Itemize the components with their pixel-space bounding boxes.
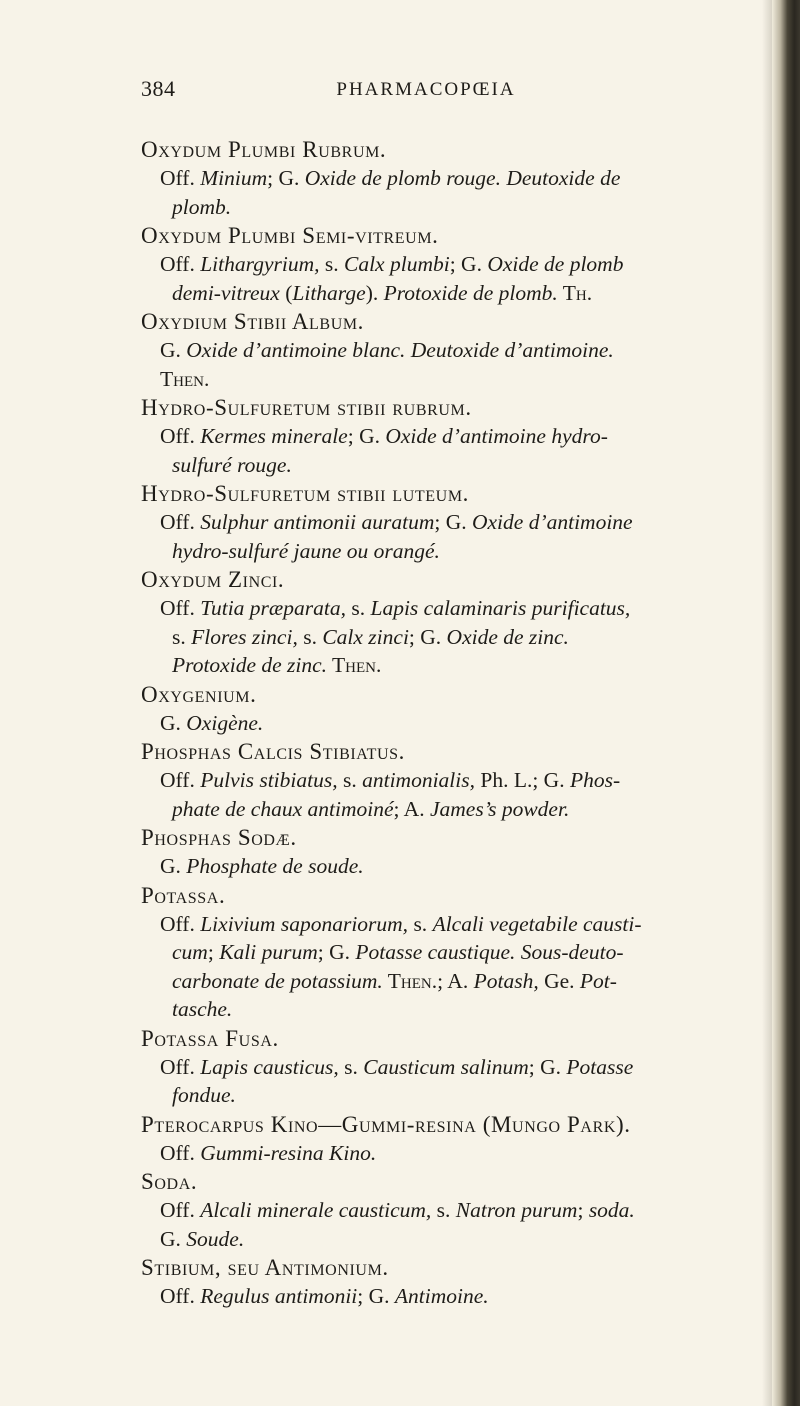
entry-body bbox=[141, 852, 761, 881]
label-text: Then. bbox=[382, 968, 438, 993]
label-text: Ph. L.; G. bbox=[474, 768, 570, 792]
label-text: s. bbox=[345, 596, 371, 620]
synonym-text: carbonate de potassium. bbox=[172, 968, 383, 993]
label-text: ). bbox=[365, 280, 384, 305]
label-text: ; G. bbox=[528, 1054, 567, 1079]
entry bbox=[141, 1110, 761, 1168]
label-text: ; G. bbox=[347, 424, 386, 448]
entry bbox=[141, 1024, 761, 1110]
entry-line bbox=[160, 365, 757, 394]
entry-headword: Hydro-Sulfuretum stibii rubrum. bbox=[141, 395, 472, 420]
entry-headword: Oxygenium. bbox=[141, 681, 257, 707]
entry-line bbox=[160, 451, 757, 480]
label-text: Off. bbox=[160, 1054, 201, 1079]
entry-body bbox=[141, 164, 761, 221]
synonym-text: Kermes minerale bbox=[200, 424, 348, 448]
synonym-text: Lapis calaminaris purificatus, bbox=[370, 596, 631, 620]
synonym-text: Calx plumbi bbox=[343, 252, 450, 276]
entry-line bbox=[160, 709, 757, 738]
label-text: ; A. bbox=[393, 796, 430, 821]
synonym-text: Sulphur antimonii auratum bbox=[200, 510, 435, 534]
synonym-text: Regulus antimonii bbox=[200, 1284, 358, 1308]
label-text: ; bbox=[577, 1198, 589, 1222]
label-text: Off. bbox=[160, 1198, 201, 1222]
synonym-text: Pulvis stibiatus, bbox=[200, 768, 338, 792]
entry bbox=[141, 135, 761, 221]
label-text: Ge. bbox=[538, 968, 580, 993]
entry-line bbox=[160, 766, 757, 795]
entry bbox=[141, 221, 761, 307]
running-head: PHARMACOPŒIA bbox=[336, 79, 516, 100]
label-text: s. bbox=[319, 252, 344, 276]
entry-headword: Oxydum Plumbi Rubrum. bbox=[141, 137, 387, 162]
synonym-text: fondue. bbox=[172, 1083, 236, 1107]
synonym-text: Oxide d’antimoine blanc. Deutoxide d’antimoine. bbox=[186, 338, 614, 362]
entry bbox=[141, 393, 761, 479]
entry bbox=[141, 1253, 761, 1311]
synonym-text: antimonialis, bbox=[362, 768, 475, 792]
label-text: s. bbox=[431, 1198, 456, 1222]
synonym-text: Lapis causticus, bbox=[200, 1054, 339, 1079]
entry bbox=[141, 1167, 761, 1253]
entry-line bbox=[160, 336, 757, 365]
synonym-text: Minium bbox=[200, 166, 268, 190]
entry-line bbox=[160, 1196, 757, 1225]
synonym-text: Calx zinci bbox=[322, 624, 409, 649]
label-text: Then. bbox=[160, 366, 210, 391]
entry-line bbox=[160, 1053, 757, 1082]
entry bbox=[141, 823, 761, 881]
label-text: Off. bbox=[160, 424, 201, 448]
entry-line bbox=[160, 651, 757, 680]
synonym-text: Gummi-resina Kino. bbox=[200, 1140, 377, 1165]
synonym-text: Potasse bbox=[566, 1054, 634, 1079]
entry-body bbox=[141, 508, 761, 565]
entry-body bbox=[141, 594, 761, 680]
label-text: ; G. bbox=[357, 1284, 395, 1308]
label-text: G. bbox=[160, 854, 187, 878]
synonym-text: demi-vitreux bbox=[172, 280, 280, 305]
entry-headword: Hydro-Sulfuretum stibii luteum. bbox=[141, 481, 470, 506]
label-text: G. bbox=[160, 710, 187, 735]
entry-body bbox=[141, 1139, 761, 1168]
synonym-text: Pot- bbox=[579, 968, 617, 993]
synonym-text: Oxide d’antimoine hydro- bbox=[385, 424, 608, 448]
label-text: G. bbox=[160, 1226, 187, 1251]
entry-line bbox=[160, 594, 757, 623]
label-text: ( bbox=[279, 280, 293, 305]
entry-line bbox=[160, 1225, 757, 1254]
entry-line bbox=[160, 795, 757, 824]
entry-line bbox=[160, 193, 757, 222]
label-text: Off. bbox=[160, 1284, 201, 1308]
label-text: s. bbox=[338, 1054, 364, 1079]
entry-headword: Phosphas Calcis Stibiatus. bbox=[141, 739, 406, 764]
entry-body bbox=[141, 910, 761, 1024]
label-text: ; G. bbox=[317, 940, 356, 964]
entry-line bbox=[160, 1139, 757, 1168]
synonym-text: Causticum salinum bbox=[363, 1054, 529, 1079]
entry-line bbox=[160, 852, 757, 881]
synonym-text: Alcali vegetabile causti- bbox=[432, 911, 642, 936]
entry-body bbox=[141, 709, 761, 738]
label-text: ; G. bbox=[449, 252, 488, 276]
entry-line bbox=[160, 422, 757, 451]
synonym-text: phate de chaux antimoiné bbox=[172, 796, 394, 821]
entry bbox=[141, 881, 761, 1024]
synonym-text: Lithargyrium, bbox=[200, 252, 320, 276]
label-text: ; bbox=[207, 940, 220, 964]
synonym-text: Phos- bbox=[569, 768, 621, 792]
label-text: s. bbox=[337, 768, 363, 792]
synonym-text: Kali purum bbox=[219, 940, 318, 964]
synonym-text: sulfuré rouge. bbox=[172, 452, 292, 477]
synonym-text: Oxigène. bbox=[186, 710, 264, 735]
entry-line bbox=[160, 1081, 757, 1110]
entry-headword: Oxydium Stibii Album. bbox=[141, 309, 365, 334]
synonym-text: Flores zinci, bbox=[191, 624, 298, 649]
label-text: G. bbox=[160, 338, 187, 362]
entry bbox=[141, 479, 761, 565]
label-text: Off. bbox=[160, 768, 201, 792]
entry-headword: Phosphas Sodæ. bbox=[141, 825, 297, 850]
label-text: ; G. bbox=[408, 624, 447, 649]
synonym-text: Lixivium saponariorum, bbox=[200, 911, 409, 936]
entry-headword: Stibium, seu Antimonium. bbox=[141, 1255, 389, 1280]
synonym-text: Litharge bbox=[292, 280, 366, 305]
synonym-text: James’s powder. bbox=[429, 796, 570, 821]
synonym-text: plomb. bbox=[172, 194, 232, 219]
synonym-text: Oxide de plomb bbox=[487, 252, 624, 276]
label-text: Off. bbox=[160, 911, 201, 936]
label-text: ; G. bbox=[434, 510, 472, 534]
entry-line bbox=[160, 967, 757, 996]
entry-line bbox=[160, 938, 757, 967]
entry-body bbox=[141, 422, 761, 479]
entry-body bbox=[141, 250, 761, 307]
label-text: Off. bbox=[160, 596, 201, 620]
synonym-text: Phosphate de soude. bbox=[186, 854, 364, 878]
entry-list bbox=[141, 135, 761, 1311]
synonym-text: Protoxide de zinc. bbox=[172, 653, 328, 677]
synonym-text: Oxide de zinc. bbox=[446, 624, 569, 649]
entry-headword: Potassa. bbox=[141, 882, 226, 908]
entry-line bbox=[160, 279, 757, 308]
entry bbox=[141, 737, 761, 823]
entry bbox=[141, 565, 761, 680]
synonym-text: hydro-sulfuré jaune ou orangé. bbox=[172, 538, 440, 563]
entry-body bbox=[141, 1053, 761, 1110]
entry-headword: Soda. bbox=[141, 1169, 198, 1194]
entry-headword: Oxydum Zinci. bbox=[141, 567, 285, 592]
synonym-text: Soude. bbox=[186, 1226, 245, 1251]
synonym-text: tasche. bbox=[172, 997, 233, 1021]
synonym-text: Tutia præparata, bbox=[200, 596, 346, 620]
label-text: Off. bbox=[160, 510, 201, 534]
label-text: s. bbox=[172, 624, 192, 649]
label-text: Then. bbox=[327, 653, 382, 677]
entry-headword: Potassa Fusa. bbox=[141, 1025, 279, 1051]
synonym-text: Natron purum bbox=[455, 1198, 578, 1222]
label-text: Th. bbox=[557, 280, 593, 305]
entry-body bbox=[141, 1196, 761, 1253]
entry-line bbox=[160, 995, 757, 1024]
entry bbox=[141, 680, 761, 738]
label-text: Off. bbox=[160, 1140, 201, 1165]
page-number: 384 bbox=[141, 76, 176, 101]
synonym-text: Oxide de plomb rouge. Deutoxide de bbox=[304, 166, 621, 190]
synonym-text: Potasse caustique. Sous-deuto- bbox=[355, 940, 624, 964]
entry-headword: Pterocarpus Kino—Gummi-resina (Mungo Park). bbox=[141, 1111, 631, 1137]
label-text: Off. bbox=[160, 166, 201, 190]
entry-line bbox=[160, 250, 757, 279]
synonym-text: cum bbox=[172, 940, 208, 964]
page-header bbox=[141, 76, 761, 116]
entry-line bbox=[160, 537, 757, 566]
entry-line bbox=[160, 508, 757, 537]
label-text: Off. bbox=[160, 252, 201, 276]
entry-line bbox=[160, 910, 757, 939]
synonym-text: Alcali minerale causticum, bbox=[200, 1198, 432, 1222]
label-text: ; G. bbox=[267, 166, 305, 190]
page-edge-shadow bbox=[772, 0, 800, 1406]
synonym-text: Potash, bbox=[473, 968, 539, 993]
entry-line bbox=[160, 164, 757, 193]
synonym-text: Protoxide de plomb. bbox=[383, 280, 558, 305]
entry-line bbox=[160, 1282, 757, 1311]
label-text: s. bbox=[297, 624, 323, 649]
entry bbox=[141, 307, 761, 393]
entry-line bbox=[160, 623, 757, 652]
entry-body bbox=[141, 336, 761, 393]
synonym-text: Antimoine. bbox=[394, 1284, 489, 1308]
entry-body bbox=[141, 766, 761, 823]
entry-headword: Oxydum Plumbi Semi-vitreum. bbox=[141, 223, 439, 248]
label-text: ; A. bbox=[437, 968, 474, 993]
synonym-text: Oxide d’antimoine bbox=[471, 510, 633, 534]
synonym-text: soda. bbox=[588, 1198, 635, 1222]
entry-body bbox=[141, 1282, 761, 1311]
label-text: s. bbox=[408, 911, 433, 936]
